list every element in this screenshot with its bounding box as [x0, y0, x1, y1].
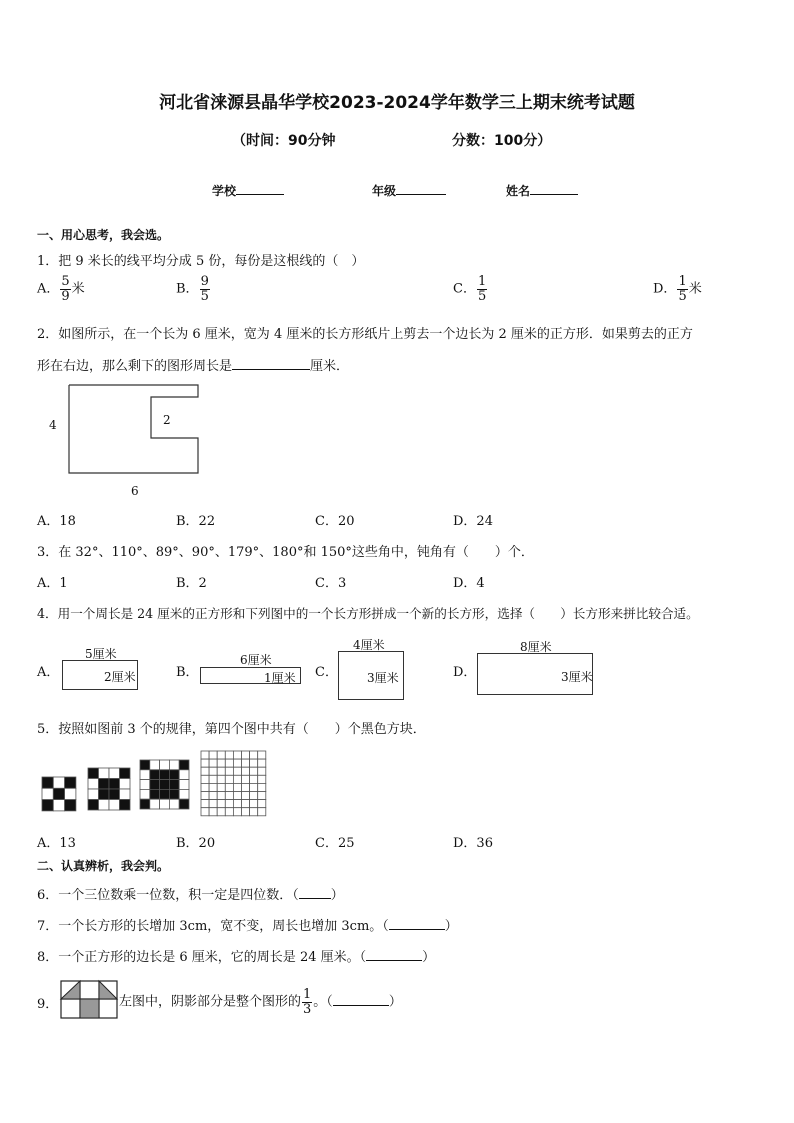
q1-option-a: A． $\frac{5}{9}$ 米 [37, 274, 85, 304]
q2-line2: 形在右边，那么剩下的图形周长是 厘米． [37, 359, 350, 374]
q4-d-top: 8厘米 [520, 640, 552, 654]
q2-width-label: 6 [131, 484, 139, 498]
q3-option-c: C．3 [315, 576, 347, 591]
fraction: $\frac{1}{3}$ [303, 987, 312, 1017]
fraction: $\frac{5}{9}$ [61, 274, 70, 304]
q7-stem: 7．一个长方形的长增加 3cm，宽不变，周长也增加 3cm。（ ） [37, 919, 458, 934]
q4-b-top: 6厘米 [240, 653, 272, 667]
q9-stem: 左图中，阴影部分是整个图形的 $\frac{1}{3}$ 。（ ） [119, 987, 402, 1017]
section-2-heading: 二、认真辨析，我会判。 [37, 859, 170, 873]
q1-option-c: C． $\frac{1}{5}$ [453, 274, 487, 304]
fraction: $\frac{1}{5}$ [477, 274, 487, 304]
q4-c-top: 4厘米 [353, 638, 385, 652]
q4-stem: 4．用一个周长是 24 厘米的正方形和下列图中的一个长方形拼成一个新的长方形，选择（ ）长方形来拼比较合适。 [37, 606, 699, 621]
q2-option-b: B．22 [176, 514, 216, 529]
q3-stem: 3．在 32°、110°、89°、90°、179°、180°和 150°这些角中，钝角有（ ）个． [37, 545, 534, 560]
q5-option-c: C．25 [315, 836, 355, 851]
q4-a-top: 5厘米 [85, 647, 117, 661]
q3-option-d: D．4 [453, 576, 485, 591]
q2-option-a: A．18 [37, 514, 76, 529]
q5-stem: 5．按照如图前 3 个的规律，第四个图中共有（ ）个黑色方块． [37, 722, 426, 737]
q2-cut-label: 2 [163, 413, 171, 427]
section-1-heading: 一、用心思考，我会选。 [37, 228, 170, 242]
q2-line1: 2．如图所示，在一个长为 6 厘米，宽为 4 厘米的长方形纸片上剪去一个边长为 2 厘米的正方形．如果剪去的正方 [37, 327, 693, 342]
school-field: 学校 [212, 182, 284, 199]
q5-option-d: D．36 [453, 836, 493, 851]
exam-title: 河北省涞源县晶华学校2023-2024学年数学三上期末统考试题 [159, 93, 635, 113]
exam-time: （时间：90分钟 [232, 133, 336, 149]
q2-option-d: D．24 [453, 514, 493, 529]
q3-option-a: A．1 [37, 576, 68, 591]
fraction: $\frac{1}{5}$ [678, 274, 687, 304]
q4-a-side: 2厘米 [104, 670, 136, 684]
q6-stem: 6．一个三位数乘一位数，积一定是四位数．（ ） [37, 888, 344, 903]
q1-stem: 1．把 9 米长的线平均分成 5 份，每份是这根线的（ ） [37, 254, 365, 269]
q3-option-b: B．2 [176, 576, 207, 591]
q4-b-side: 1厘米 [264, 671, 296, 685]
q1-option-d: D． $\frac{1}{5}$ 米 [653, 274, 702, 304]
name-field: 姓名 [506, 182, 578, 199]
q2-option-c: C．20 [315, 514, 355, 529]
exam-score: 分数：100分） [452, 133, 552, 149]
q9-number: 9． [37, 997, 59, 1012]
q4-option-a-label: A． [37, 665, 60, 680]
q4-d-side: 3厘米 [561, 670, 593, 684]
fraction: $\frac{9}{5}$ [200, 274, 209, 304]
q8-stem: 8．一个正方形的边长是 6 厘米，它的周长是 24 厘米。（ ） [37, 950, 436, 965]
q5-option-a: A．13 [37, 836, 76, 851]
q4-option-b-label: B． [176, 665, 199, 680]
q1-option-b: B． $\frac{9}{5}$ [176, 274, 209, 304]
q4-c-side: 3厘米 [367, 671, 399, 685]
q4-option-c-label: C． [315, 665, 338, 680]
q2-height-label: 4 [49, 418, 57, 432]
q5-option-b: B．20 [176, 836, 216, 851]
grade-field: 年级 [372, 182, 446, 199]
q4-option-d-label: D． [453, 665, 477, 680]
